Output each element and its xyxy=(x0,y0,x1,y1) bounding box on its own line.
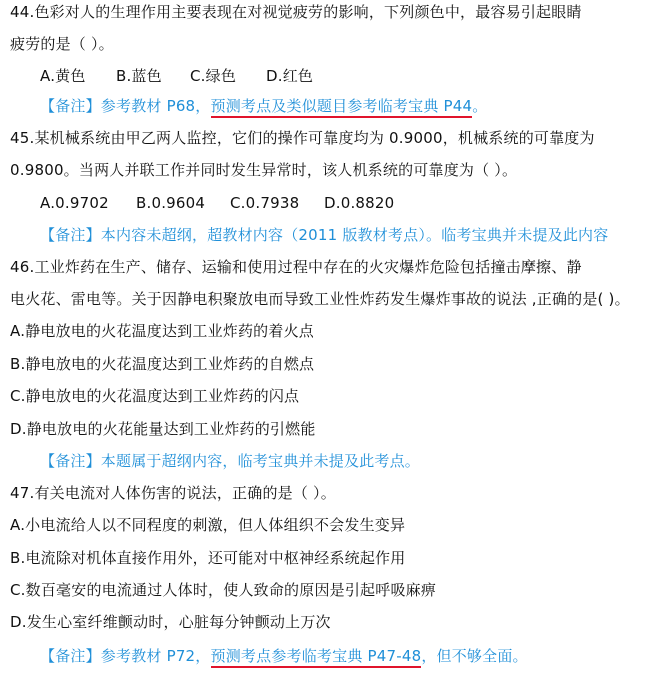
q45-options xyxy=(40,193,394,213)
q47-stem-line1: 47.有关电流对人体伤害的说法，正确的是（ ）。 xyxy=(10,484,336,502)
q45-option-d: D.0.8820 xyxy=(324,194,395,212)
q45-stem-line1: 45.某机械系统由甲乙两人监控，它们的操作可靠度均为 0.9000，机械系统的可靠度为 xyxy=(10,129,595,147)
q46-note: 【备注】本题属于超纲内容，临考宝典并未提及此考点。 xyxy=(40,452,421,470)
q44-stem-line1: 44.色彩对人的生理作用主要表现在对视觉疲劳的影响，下列颜色中，最容易引起眼睛 xyxy=(10,3,582,21)
q47-option-a: A.小电流给人以不同程度的刺激，但人体组织不会发生变异 xyxy=(10,516,406,534)
q47-note-prefix: 【备注】参考教材 P72， xyxy=(40,647,211,665)
q47-note-underlined: 预测考点参考临考宝典 P47-48 xyxy=(211,647,422,668)
q44-note-prefix: 【备注】参考教材 P68， xyxy=(40,97,211,115)
q46-option-c: C.静电放电的火花温度达到工业炸药的闪点 xyxy=(10,387,300,405)
q46-option-d: D.静电放电的火花能量达到工业炸药的引燃能 xyxy=(10,420,316,438)
q45-option-c: C.0.7938 xyxy=(230,194,300,212)
q46-stem-line2: 电火花、雷电等。关于因静电积聚放电而导致工业性炸药发生爆炸事故的说法 ,正确的是( )。 xyxy=(10,290,630,308)
q47-note xyxy=(40,646,528,666)
q46-option-b: B.静电放电的火花温度达到工业炸药的自燃点 xyxy=(10,355,315,373)
q45-option-a: A.0.9702 xyxy=(40,194,109,212)
q44-stem-line2: 疲劳的是（ ）。 xyxy=(10,35,114,53)
q44-option-b: B.蓝色 xyxy=(116,67,162,85)
q47-option-d: D.发生心室纤维颤动时，心脏每分钟颤动上万次 xyxy=(10,613,331,631)
q44-option-a: A.黄色 xyxy=(40,67,86,85)
q46-option-a: A.静电放电的火花温度达到工业炸药的着火点 xyxy=(10,322,314,340)
q45-option-b: B.0.9604 xyxy=(136,194,206,212)
q46-stem-line1: 46.工业炸药在生产、储存、运输和使用过程中存在的火灾爆炸危险包括撞击摩擦、静 xyxy=(10,258,582,276)
q47-option-c: C.数百毫安的电流通过人体时，使人致命的原因是引起呼吸麻痹 xyxy=(10,581,437,599)
q44-options xyxy=(40,66,313,86)
q44-option-c: C.绿色 xyxy=(190,67,237,85)
q44-option-d: D.红色 xyxy=(266,67,314,85)
q45-note: 【备注】本内容未超纲，超教材内容（2011 版教材考点）。临考宝典并未提及此内容 xyxy=(40,226,609,244)
q44-note-suffix: 。 xyxy=(472,97,488,115)
q47-option-b: B.电流除对机体直接作用外，还可能对中枢神经系统起作用 xyxy=(10,549,406,567)
q44-note xyxy=(40,96,487,116)
q47-note-suffix: ，但不够全面。 xyxy=(421,647,528,665)
q45-stem-line2: 0.9800。当两人并联工作并同时发生异常时，该人机系统的可靠度为（ ）。 xyxy=(10,161,518,179)
q44-note-underlined: 预测考点及类似题目参考临考宝典 P44 xyxy=(211,97,473,118)
